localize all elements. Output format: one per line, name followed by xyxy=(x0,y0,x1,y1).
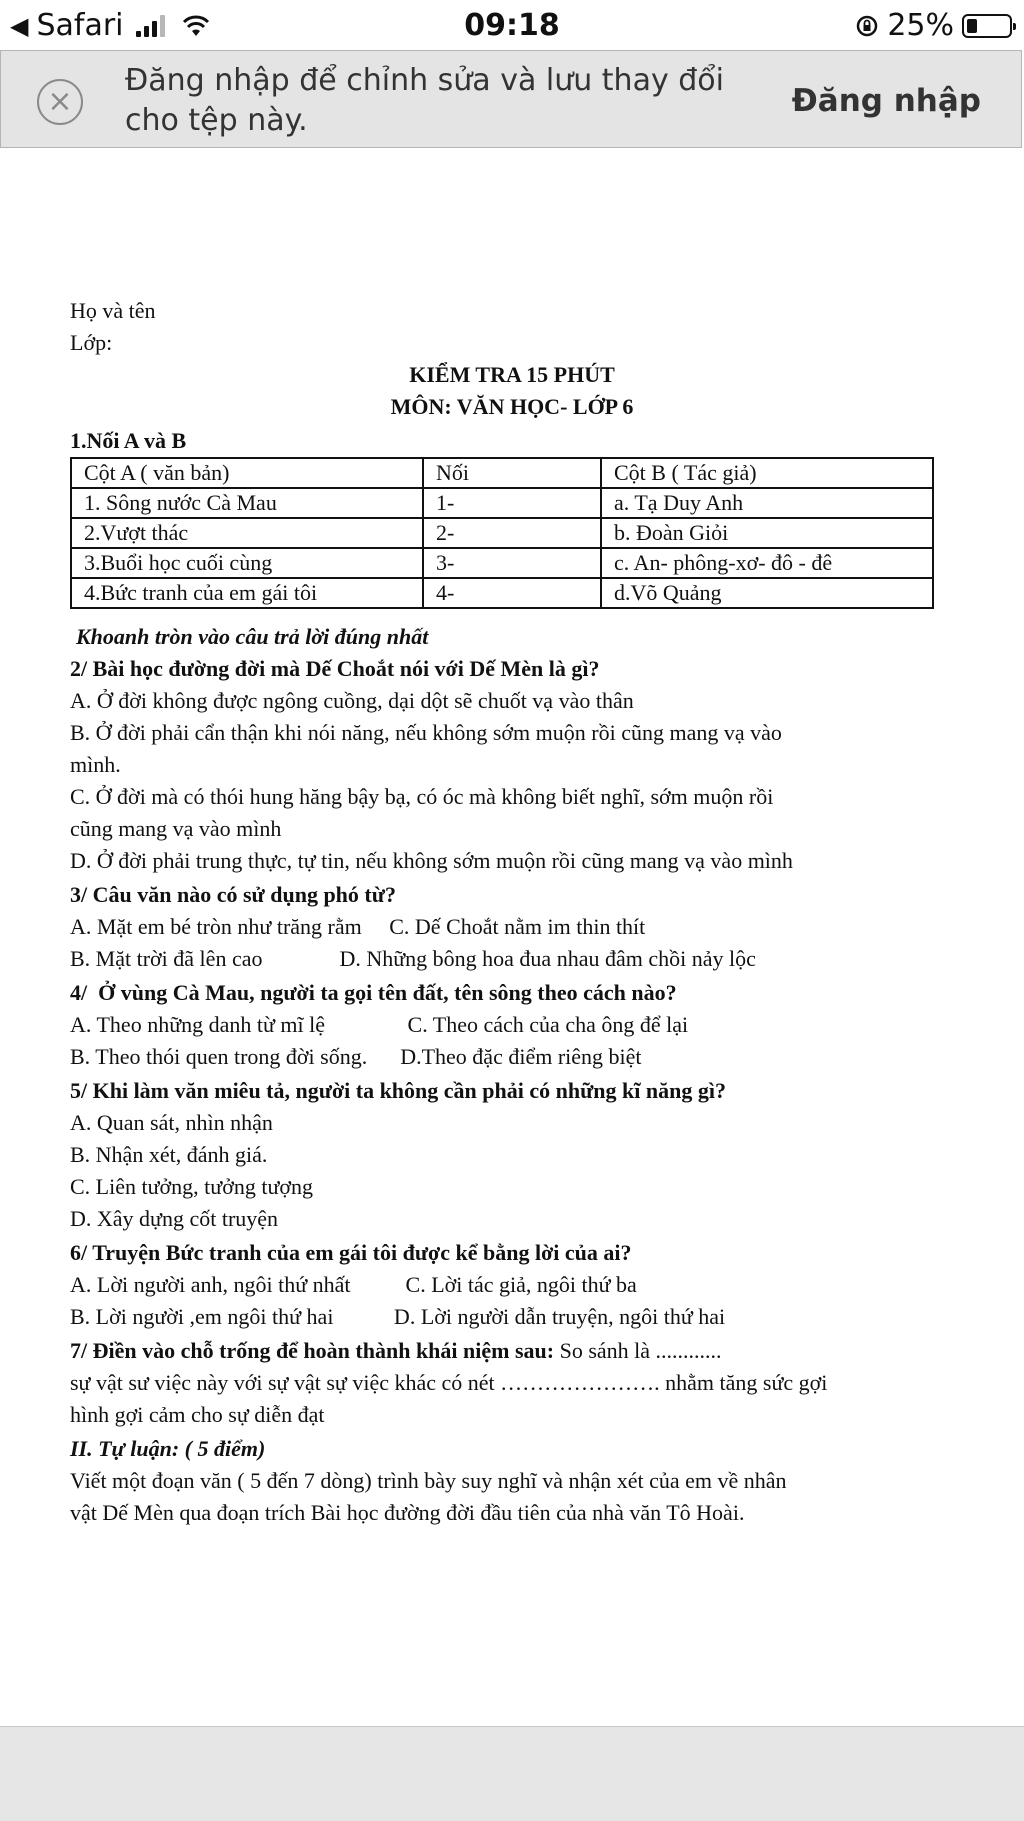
table-cell: 2- xyxy=(423,518,601,548)
battery-percent: 25% xyxy=(887,8,954,43)
table-row xyxy=(71,458,933,488)
banner-message: Đăng nhập để chỉnh sửa và lưu thay đổi cho tệp này. xyxy=(125,63,724,138)
table-cell: c. An- phông-xơ- đô - đê xyxy=(601,548,933,578)
table-cell: 4.Bức tranh của em gái tôi xyxy=(71,578,423,608)
class-label: Lớp: xyxy=(70,330,113,355)
answer-line: sự vật sư việc này với sự vật sự việc khác có nét …………………. nhằm tăng sức gợi xyxy=(70,1370,828,1395)
login-button[interactable]: Đăng nhập xyxy=(791,83,981,119)
answer-line: C. Ở đời mà có thói hung hăng bậy bạ, có óc mà không biết nghĩ, sớm muộn rồi xyxy=(70,784,774,809)
question-7 xyxy=(70,1338,722,1364)
table-cell: 2.Vượt thác xyxy=(71,518,423,548)
essay-prompt: Viết một đoạn văn ( 5 đến 7 dòng) trình bày suy nghĩ và nhận xét của em về nhân xyxy=(70,1468,787,1493)
close-icon: × xyxy=(47,84,73,119)
answer-line: A. Ở đời không được ngông cuồng, dại dột sẽ chuốt vạ vào thân xyxy=(70,688,634,713)
question-6: 6/ Truyện Bức tranh của em gái tôi được kể bằng lời của ai? xyxy=(70,1240,632,1265)
exam-title: KIỂM TRA 15 PHÚT xyxy=(409,362,615,387)
answer-line: B. Mặt trời đã lên cao D. Những bông hoa đua nhau đâm chồi nảy lộc xyxy=(70,946,756,971)
table-row xyxy=(71,488,933,518)
table-row xyxy=(71,518,933,548)
answer-line: A. Lời người anh, ngôi thứ nhất C. Lời tác giả, ngôi thứ ba xyxy=(70,1272,637,1297)
question-4: 4/ Ở vùng Cà Mau, người ta gọi tên đất, tên sông theo cách nào? xyxy=(70,980,677,1005)
bottom-toolbar xyxy=(0,1726,1024,1821)
question-5: 5/ Khi làm văn miêu tả, người ta không cần phải có những kĩ năng gì? xyxy=(70,1078,726,1103)
status-right xyxy=(855,8,1012,43)
question-2: 2/ Bài học đường đời mà Dế Choắt nói với Dế Mèn là gì? xyxy=(70,656,600,681)
answer-line: cũng mang vạ vào mình xyxy=(70,816,282,841)
matching-table xyxy=(70,457,934,609)
question-3: 3/ Câu văn nào có sử dụng phó từ? xyxy=(70,882,396,907)
table-cell: 1. Sông nước Cà Mau xyxy=(71,488,423,518)
document-page xyxy=(0,148,1024,1726)
answer-line: mình. xyxy=(70,752,121,777)
clock: 09:18 xyxy=(464,8,560,43)
answer-line: A. Quan sát, nhìn nhận xyxy=(70,1110,273,1135)
close-banner-button[interactable] xyxy=(37,79,83,125)
answer-line: A. Theo những danh từ mĩ lệ C. Theo cách của cha ông để lại xyxy=(70,1012,689,1037)
answer-line: B. Ở đời phải cẩn thận khi nói năng, nếu không sớm muộn rồi cũng mang vạ vào xyxy=(70,720,782,745)
table-row xyxy=(71,578,933,608)
back-arrow-icon: ◀ xyxy=(10,11,29,40)
answer-line: D. Ở đời phải trung thực, tự tin, nếu không sớm muộn rồi cũng mang vạ vào mình xyxy=(70,848,793,873)
question-7-blank: So sánh là ............ xyxy=(554,1338,722,1363)
table-cell: Nối xyxy=(423,458,601,488)
back-app-label: Safari xyxy=(36,8,124,43)
table-cell: 1- xyxy=(423,488,601,518)
subject-title: MÔN: VĂN HỌC- LỚP 6 xyxy=(390,394,634,419)
essay-heading: II. Tự luận: ( 5 điểm) xyxy=(70,1436,266,1461)
name-label: Họ và tên xyxy=(70,298,156,323)
status-bar xyxy=(0,0,1024,50)
question-7-prompt: 7/ Điền vào chỗ trống để hoàn thành khái niệm sau: xyxy=(70,1338,555,1363)
question-1: 1.Nối A và B xyxy=(70,428,187,453)
battery-icon xyxy=(962,14,1012,38)
table-cell: Cột B ( Tác giả) xyxy=(601,458,933,488)
table-cell: 4- xyxy=(423,578,601,608)
battery-fill xyxy=(967,19,977,33)
answer-line: A. Mặt em bé tròn như trăng rằm C. Dế Choắt nằm im thin thít xyxy=(70,914,646,939)
answer-line: C. Liên tưởng, tưởng tượng xyxy=(70,1174,313,1199)
answer-line: B. Theo thói quen trong đời sống. D.Theo đặc điểm riêng biệt xyxy=(70,1044,642,1069)
answer-line: D. Xây dựng cốt truyện xyxy=(70,1206,279,1231)
table-row xyxy=(71,548,933,578)
answer-line: B. Lời người ,em ngôi thứ hai D. Lời người dẫn truyện, ngôi thứ hai xyxy=(70,1304,726,1329)
instruction: Khoanh tròn vào câu trả lời đúng nhất xyxy=(76,624,429,649)
table-cell: 3.Buổi học cuối cùng xyxy=(71,548,423,578)
table-cell: 3- xyxy=(423,548,601,578)
table-cell: b. Đoàn Giỏi xyxy=(601,518,933,548)
table-cell: d.Võ Quảng xyxy=(601,578,933,608)
answer-line: B. Nhận xét, đánh giá. xyxy=(70,1142,268,1167)
answer-line: hình gợi cảm cho sự diễn đạt xyxy=(70,1402,325,1427)
essay-prompt: vật Dế Mèn qua đoạn trích Bài học đường đời đầu tiên của nhà văn Tô Hoài. xyxy=(70,1500,745,1525)
login-banner xyxy=(0,50,1022,148)
table-cell: Cột A ( văn bản) xyxy=(71,458,423,488)
orientation-lock-icon xyxy=(855,14,879,38)
table-cell: a. Tạ Duy Anh xyxy=(601,488,933,518)
